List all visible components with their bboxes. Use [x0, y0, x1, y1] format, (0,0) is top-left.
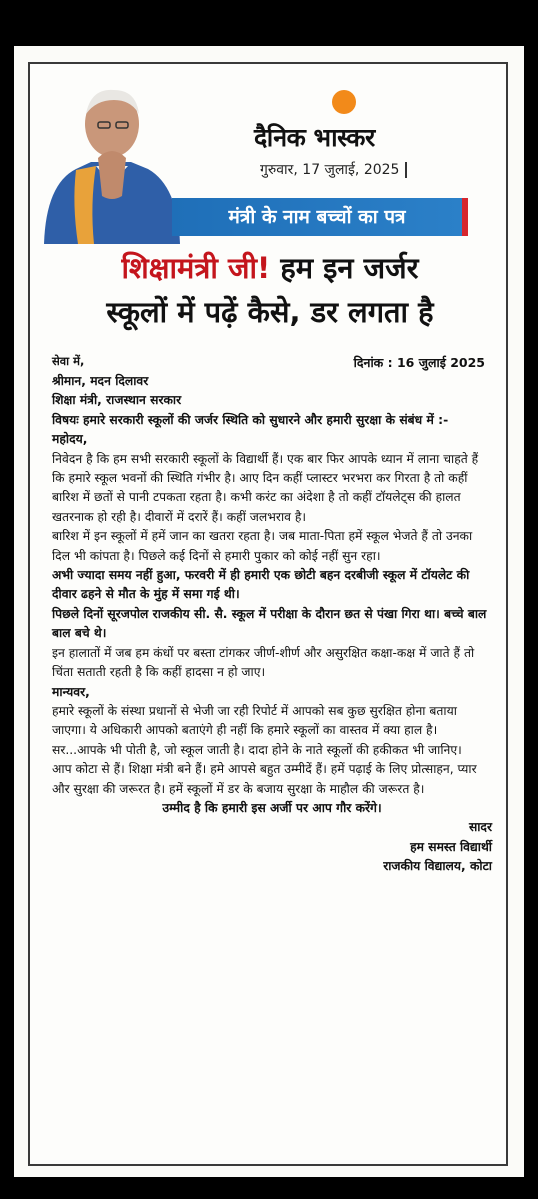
- closing-line: उम्मीद है कि हमारी इस अर्जी पर आप गौर करेंगे।: [162, 800, 382, 815]
- headline-line-2: स्कूलों में पढ़ें कैसे, डर लगता है: [106, 295, 434, 329]
- minister-photo: [36, 74, 186, 244]
- regards: सादर: [468, 820, 492, 835]
- addressee: श्रीमान, मदन दिलावर: [52, 374, 149, 388]
- letter-date: दिनांक : 16 जुलाई 2025: [353, 355, 485, 370]
- paragraph-2: बारिश में इन स्कूलों में हमें जान का खतरा रहता है। जब माता-पिता हमें स्कूल भेजते हैं तो उनका दिल भी कांपता है। पिछले कई दिनों से हमारी पुकार को कोई नहीं सुन रहा।: [52, 529, 473, 563]
- salutation-2: मान्यवर,: [52, 684, 90, 699]
- paragraph-3: अभी ज्यादा समय नहीं हुआ, फरवरी में ही हमारी एक छोटी बहन दरबीजी स्कूल में टॉयलेट की दीवार ढहने से मौत के मुंह में समा गई थी।: [52, 568, 470, 602]
- paragraph-1: निवेदन है कि हम सभी सरकारी स्कूलों के विद्यार्थी हैं। एक बार फिर आपके ध्यान में लाना चाहते हैं कि हमारे स्कूल भवनों की स्थिति गंभीर है। आए दिन कहीं प्लास्टर भरभरा कर गिरता है तो कहीं बारिश में छतों से पानी टपकता रहता है। कभी करंट का अंदेशा है तो कहीं टॉयलेट्स की हालत खतरनाक हो रही है। दीवारों में दरारें हैं। कहीं जलभराव है।: [52, 451, 479, 524]
- subject: विषयः हमारे सरकारी स्कूलों की जर्जर स्थिति को सुधारने और हमारी सुरक्षा के संबंध में :-: [52, 412, 449, 427]
- headline-line-1: [40, 246, 500, 290]
- headline-rest: हम इन जर्जर: [270, 251, 419, 285]
- date-divider: [405, 162, 407, 178]
- salutation: महोदय,: [52, 432, 88, 447]
- signature-line-1: हम समस्त विद्यार्थी: [410, 839, 492, 854]
- newspaper-brand: दैनिक भास्कर: [254, 123, 375, 152]
- publication-date-text: गुरुवार, 17 जुलाई, 2025: [260, 162, 400, 178]
- letter-to: सेवा में,: [52, 354, 85, 368]
- paragraph-4: पिछले दिनों सूरजपोल राजकीय सी. सै. स्कूल में परीक्षा के दौरान छत से पंखा गिरा था। बच्चे बाल बाल बचे थे।: [52, 606, 487, 641]
- signature-line-2: राजकीय विद्यालय, कोटा: [383, 859, 492, 874]
- banner-accent: [462, 198, 468, 236]
- bhaskar-sun-logo: [332, 90, 356, 114]
- headline: [40, 246, 500, 334]
- paragraph-5: इन हालातों में जब हम कंधों पर बस्ता टांगकर जीर्ण-शीर्ण और असुरक्षित कक्षा-कक्ष में जाते हैं तो चिंता सताती रहती है कि कहीं हादसा न हो जाए।: [52, 645, 475, 680]
- section-banner: मंत्री के नाम बच्चों का पत्र: [172, 198, 462, 236]
- letter-frame: [28, 62, 508, 1166]
- headline-highlight: शिक्षामंत्री जी!: [121, 251, 271, 285]
- designation: शिक्षा मंत्री, राजस्थान सरकार: [52, 393, 182, 408]
- paragraph-7: आप कोटा से हैं। शिक्षा मंत्री बने हैं। हमे आपसे बहुत उम्मीदें हैं। हमें पढ़ाई के लिए प्रोत्साहन, प्यार और सुरक्षा की जरूरत है। हमें स्कूलों में डर के बजाय सुरक्षा के माहौल की जरूरत है।: [52, 762, 477, 796]
- paragraph-6: हमारे स्कूलों के संस्था प्रधानों से भेजी जा रही रिपोर्ट में आपको सब कुछ सुरक्षित होना बताया जाएगा। ये अधिकारी आपको बताएंगे ही नहीं कि हमारे स्कूलों का वास्तव में क्या हाल है। सर...आपके भी पोती है, जो स्कूल जाती है। दादा होने के नाते स्कूलों की हकीकत भी जानिए।: [52, 703, 462, 757]
- publication-date: [260, 160, 407, 179]
- letter-body: [52, 372, 492, 877]
